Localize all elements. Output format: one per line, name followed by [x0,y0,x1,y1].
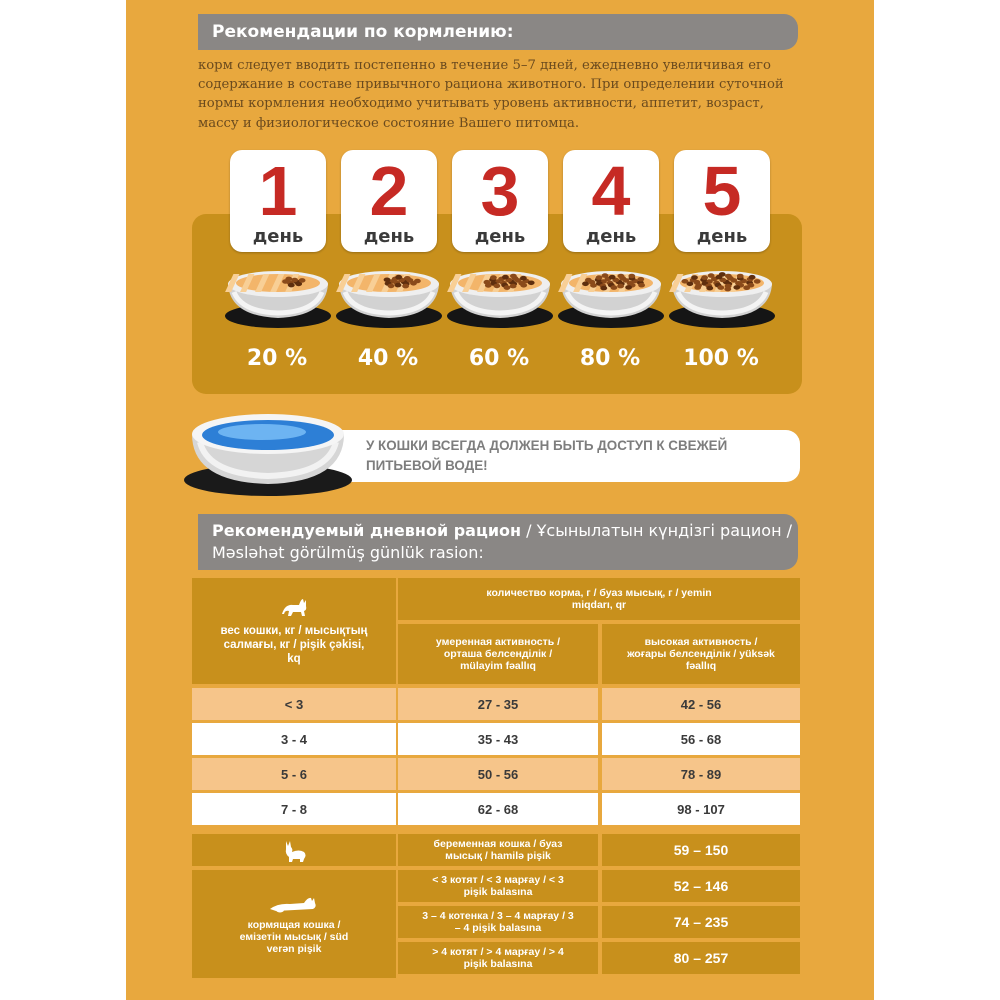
day-number: 4 [591,152,631,230]
pregnant-icon-cell [192,834,396,866]
nursing-row-text: 3 – 4 котенка / 3 – 4 марғау / 3 – 4 pişik balasına [422,910,574,934]
nursing-row-text: > 4 котят / > 4 марғау / > 4 pişik balasına [432,946,564,970]
pregnant-label: беременная кошка / буаз мысық / hamilə pişik [433,838,563,862]
pregnant-value: 59 – 150 [602,834,800,866]
water-notice [322,430,800,482]
day-card-1 [230,150,326,252]
pregnant-cat-icon [279,837,309,863]
high-cell: 78 - 89 [602,758,800,790]
cat-icon [279,596,309,618]
ration-title-line2: Məsləhət görülmüş günlük rasion: [212,543,484,562]
high-cell: 56 - 68 [602,723,800,755]
nursing-row-text: < 3 котят / < 3 марғау / < 3 pişik balasına [432,874,564,898]
food-bowl-icon [224,260,332,330]
ration-title-rest: / Ұсынылатын күндізгі рацион / [521,521,793,540]
food-bowl-icon [446,260,554,330]
nursing-row-label [398,942,598,974]
day-card-4 [563,150,659,252]
nursing-cell [192,870,396,978]
day-percent: 20 % [246,346,308,371]
pregnant-label-cell [398,834,598,866]
day-number: 1 [258,152,298,230]
header-title: Рекомендации по кормлению: [212,22,514,42]
day-card-2 [341,150,437,252]
weight-cell: 5 - 6 [192,758,396,790]
ration-title-bold: Рекомендуемый дневной рацион [212,521,522,540]
amount-header-text: количество корма, г / буаз мысық, г / yemin miqdarı, qr [486,587,712,611]
day-card-3 [452,150,548,252]
nursing-row-label [398,906,598,938]
water-bowl-icon [178,402,354,502]
day-number: 2 [369,152,409,230]
high-cell: 42 - 56 [602,688,800,720]
high-header-text: высокая активность / жоғары белсенділік / yüksək fəallıq [627,636,775,672]
day-number: 3 [480,152,520,230]
weight-header-cell [192,578,396,684]
water-notice-text: У КОШКИ ВСЕГДА ДОЛЖЕН БЫТЬ ДОСТУП К СВЕЖЕЙ ПИТЬЕВОЙ ВОДЕ! [366,438,728,473]
food-bowl-icon [335,260,443,330]
weight-cell: < 3 [192,688,396,720]
high-cell: 98 - 107 [602,793,800,825]
day-label: день [474,226,526,247]
weight-cell: 7 - 8 [192,793,396,825]
nursing-label: кормящая кошка / емізетін мысық / süd verən pişik [239,919,349,955]
day-label: день [252,226,304,247]
day-card-5 [674,150,770,252]
high-header-cell [602,624,800,684]
day-label: день [363,226,415,247]
nursing-row-value: 52 – 146 [602,870,800,902]
food-bowl-icon [557,260,665,330]
moderate-header-text: умеренная активность / орташа белсенділік / mülayim fəallıq [435,636,561,672]
nursing-row-value: 80 – 257 [602,942,800,974]
day-number: 5 [702,152,742,230]
weight-cell: 3 - 4 [192,723,396,755]
intro-text: корм следует вводить постепенно в течение 5–7 дней, ежедневно увеличивая его содержание в составе привычного рациона животного. При определении суточной нормы кормления необходимо учитывать уровень активности, аппетит, возраст, массу и физиологическое состояние Вашего питомца. [198,58,784,131]
feeding-leaflet [126,0,874,1000]
daily-ration-header [198,514,798,570]
nursing-cat-icon [268,893,320,913]
moderate-cell: 62 - 68 [398,793,598,825]
moderate-header-cell [398,624,598,684]
day-percent: 80 % [579,346,641,371]
day-percent: 100 % [683,346,759,371]
day-label: день [696,226,748,247]
day-percent: 40 % [357,346,419,371]
day-label: день [585,226,637,247]
weight-header-text: вес кошки, кг / мысықтың салмағы, кг / pişik çəkisi, kq [220,625,368,665]
moderate-cell: 35 - 43 [398,723,598,755]
nursing-row-label [398,870,598,902]
feeding-recommendations-header [198,14,798,50]
nursing-row-value: 74 – 235 [602,906,800,938]
day-percent: 60 % [468,346,530,371]
moderate-cell: 50 - 56 [398,758,598,790]
food-bowl-icon [668,260,776,330]
amount-header-cell [398,578,800,620]
moderate-cell: 27 - 35 [398,688,598,720]
